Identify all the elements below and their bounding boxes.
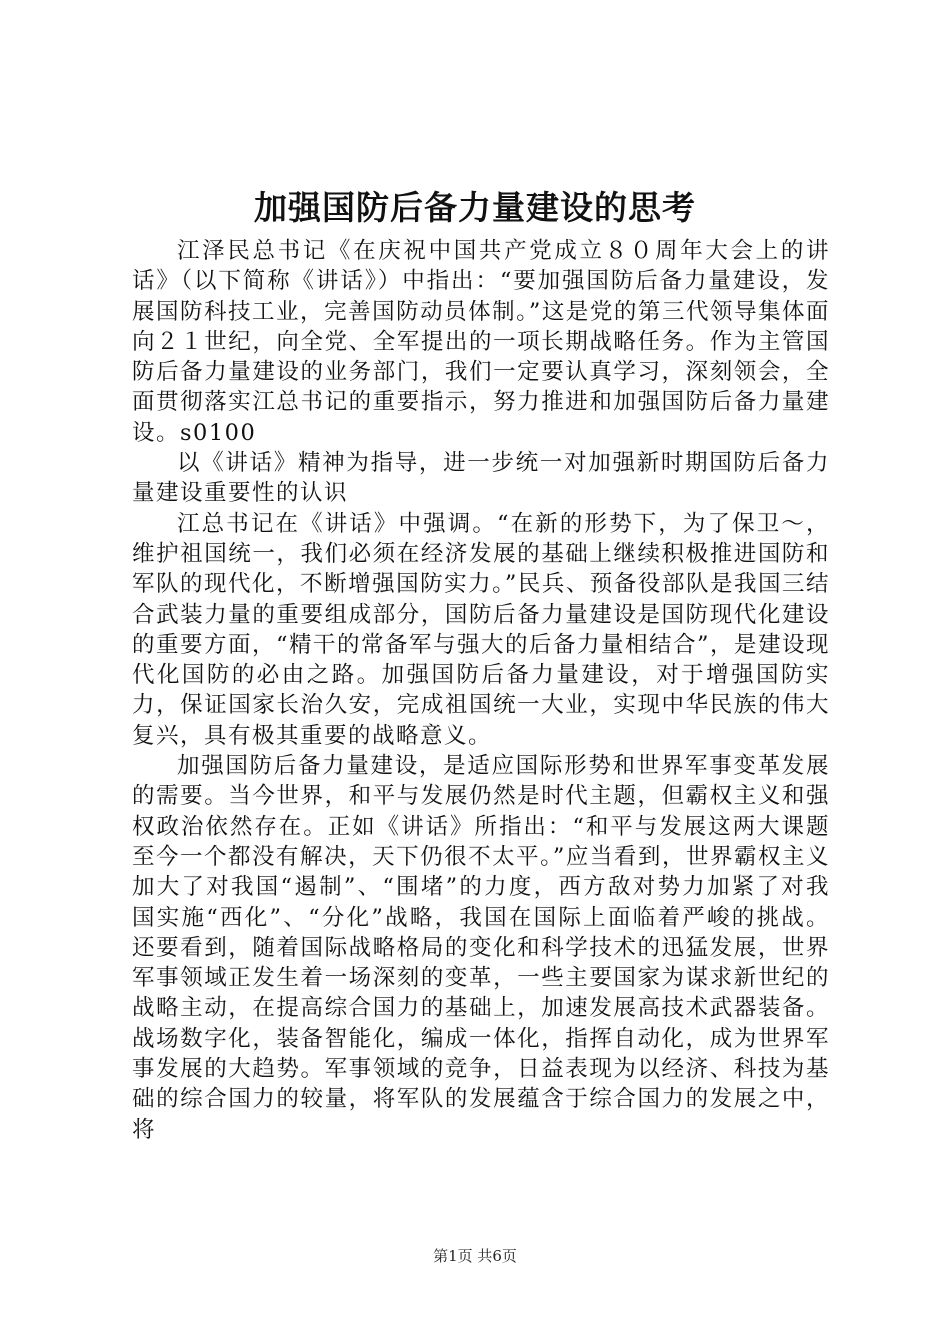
paragraph-speech-emphasis: 江总书记在《讲话》中强调。“在新的形势下，为了保卫～，维护祖国统一，我们必须在经济发展的基础上继续积极推进国防和军队的现代化，不断增强国防实力。”民兵、预备役部队是我国三结合武装力量的重要组成部分，国防后备力量建设是国防现代化建设的重要方面，“精干的常备军与强大的后备力量相结合”，是建设现代化国防的必由之路。加强国防后备力量建设，对于增强国防实力，保证国家长治久安，完成祖国统一大业，实现中华民族的伟大复兴，具有极其重要的战略意义。 xyxy=(132,510,831,749)
paragraph-international-situation: 加强国防后备力量建设，是适应国际形势和世界军事变革发展的需要。当今世界，和平与发展仍然是时代主题，但霸权主义和强权政治依然存在。正如《讲话》所指出：“和平与发展这两大课题至今一个都没有解决，天下仍很不太平。”应当看到，世界霸权主义加大了对我国“遏制”、“围堵”的力度，西方敌对势力加紧了对我国实施“西化”、“分化”战略，我国在国际上面临着严峻的挑战。还要看到，随着国际战略格局的变化和科学技术的迅猛发展，世界军事领域正发生着一场深刻的变革，一些主要国家为谋求新世纪的战略主动，在提高综合国力的基础上，加速发展高技术武器装备。战场数字化，装备智能化，编成一体化，指挥自动化，成为世界军事发展的大趋势。军事领域的竞争，日益表现为以经济、科技为基础的综合国力的较量，将军队的发展蕴含于综合国力的发展之中，将 xyxy=(132,753,830,1143)
document-title: 加强国防后备力量建设的思考 xyxy=(254,188,696,227)
page-footer: 第1页 共6页 xyxy=(433,1247,517,1265)
paragraph-heading-1: 以《讲话》精神为指导，进一步统一对加强新时期国防后备力量建设重要性的认识 xyxy=(132,450,830,507)
paragraph-intro: 江泽民总书记《在庆祝中国共产党成立８０周年大会上的讲话》（以下简称《讲话》）中指出：“要加强国防后备力量建设，发展国防科技工业，完善国防动员体制。”这是党的第三代领导集体面向２１世纪，向全党、全军提出的一项长期战略任务。作为主管国防后备力量建设的业务部门，我们一定要认真学习，深刻领会，全面贯彻落实江总书记的重要指示，努力推进和加强国防后备力量建设。s0100 xyxy=(132,238,830,446)
document-body xyxy=(132,236,830,1145)
